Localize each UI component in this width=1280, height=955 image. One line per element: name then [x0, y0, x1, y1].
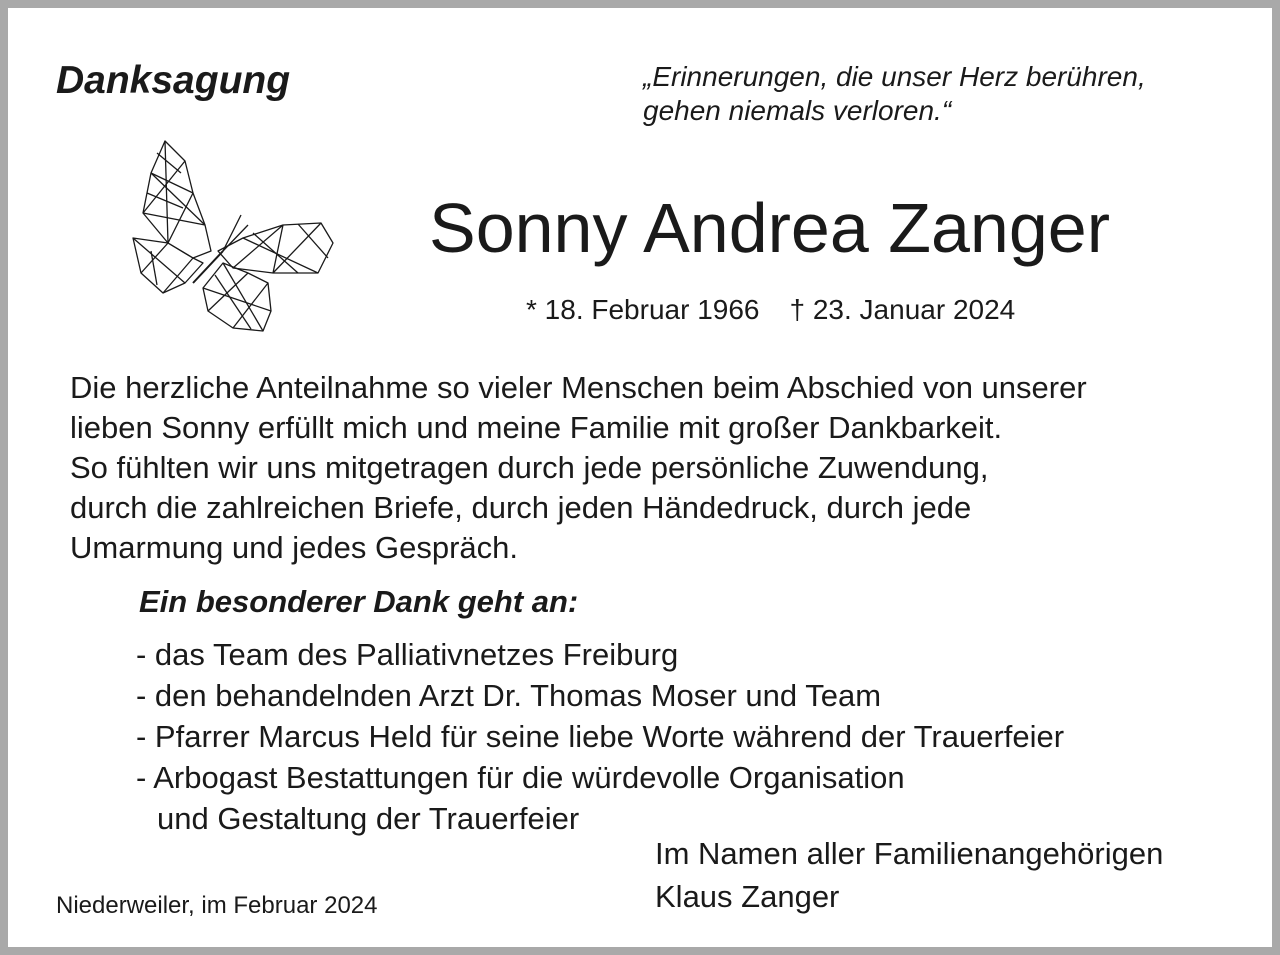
- butterfly-icon: [123, 133, 343, 338]
- place-date: Niederweiler, im Februar 2024: [56, 892, 378, 919]
- quote-line-1: „Erinnerungen, die unser Herz berühren,: [643, 61, 1146, 92]
- list-item-continuation: und Gestaltung der Trauerfeier: [157, 801, 580, 836]
- signature-line-1: Im Namen aller Familienangehörigen: [655, 836, 1164, 871]
- list-item: - den behandelnden Arzt Dr. Thomas Moser und Team: [136, 678, 882, 713]
- death-date: † 23. Januar 2024: [789, 294, 1016, 325]
- message-line: durch die zahlreichen Briefe, durch jeden Händedruck, durch jede: [70, 490, 972, 525]
- deceased-name: Sonny Andrea Zanger: [429, 189, 1111, 267]
- message-line: Umarmung und jedes Gespräch.: [70, 530, 519, 565]
- signature-name: Klaus Zanger: [655, 879, 840, 914]
- message-line: So fühlten wir uns mitgetragen durch jede persönliche Zuwendung,: [70, 450, 989, 485]
- list-item: - Pfarrer Marcus Held für seine liebe Worte während der Trauerfeier: [136, 719, 1065, 754]
- quote-line-2: gehen niemals verloren.“: [643, 95, 952, 126]
- thank-you-message: [70, 368, 1087, 568]
- heading: Danksagung: [56, 59, 291, 102]
- special-thanks-heading: Ein besonderer Dank geht an:: [139, 584, 579, 619]
- special-thanks-list: [136, 634, 1064, 839]
- quote: [643, 60, 1146, 128]
- message-line: Die herzliche Anteilnahme so vieler Menschen beim Abschied von unserer: [70, 370, 1087, 405]
- life-dates: [526, 293, 1015, 327]
- birth-date: * 18. Februar 1966: [526, 294, 760, 325]
- message-line: lieben Sonny erfüllt mich und meine Familie mit großer Dankbarkeit.: [70, 410, 1003, 445]
- list-item: - Arbogast Bestattungen für die würdevolle Organisation: [136, 760, 905, 795]
- list-item: - das Team des Palliativnetzes Freiburg: [136, 637, 679, 672]
- signature: [655, 832, 1163, 918]
